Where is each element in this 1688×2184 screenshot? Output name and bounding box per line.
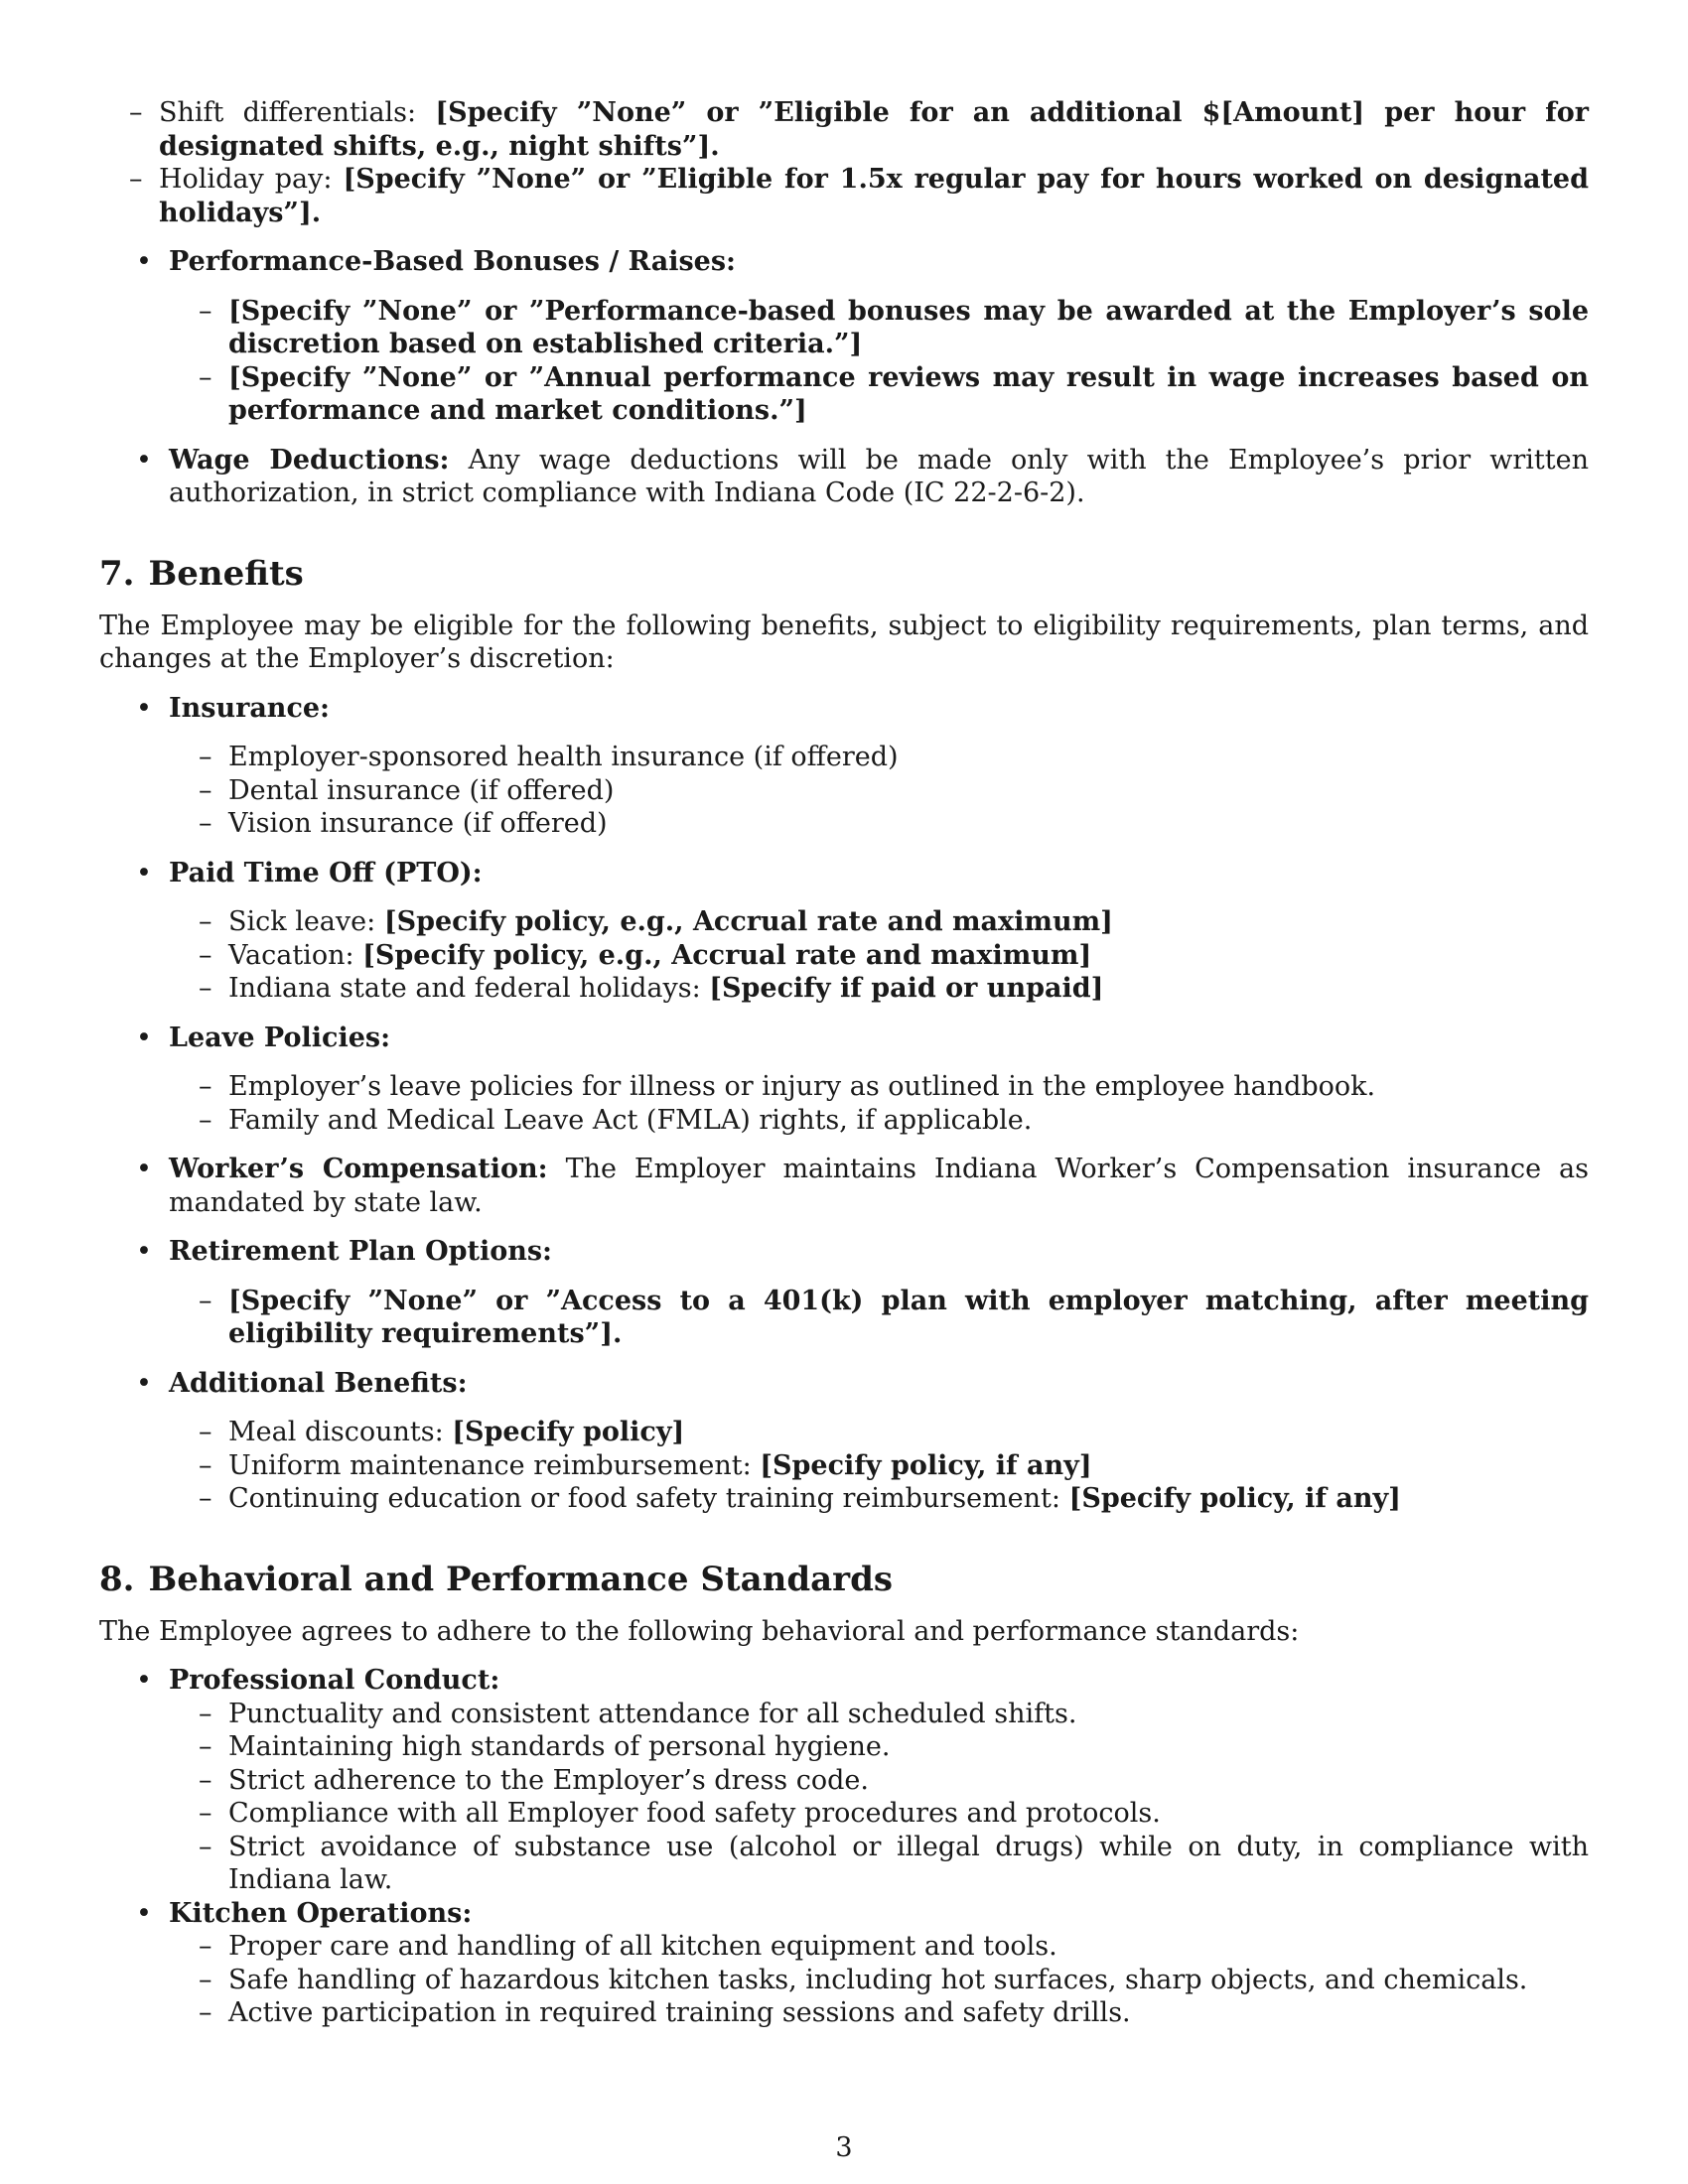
item-title: Leave Policies: [169,1022,391,1053]
item-title: Insurance: [169,692,331,724]
page-content [99,96,1589,2046]
wage-sub-list [99,96,1589,229]
list-item: – Strict avoidance of substance use (alcohol or illegal drugs) while on duty, in compliance with Indiana law. [169,1831,1589,1897]
item-label: Indiana state and federal holidays: [228,973,701,1004]
section-7-heading [99,554,1589,594]
section-title: Benefits [148,553,304,594]
list-item [169,295,1589,361]
item-label: Uniform maintenance reimbursement: [228,1449,752,1481]
item-value: [Specify policy] [452,1417,685,1447]
item-title: Performance-Based Bonuses / Raises: [169,246,737,277]
list-item-leave [99,1022,1589,1138]
item-value: [Specify policy, e.g., Accrual rate and maximum] [362,939,1092,971]
retirement-sub-list [169,1285,1589,1351]
item-label: Sick leave: [228,906,376,937]
item-text: Any wage deductions will be made only with the Employee’s prior written authorization, in strict compliance with Indiana Code (IC 22-2-6-2). [169,444,1589,508]
item-title: Wage Deductions: [169,444,450,476]
page-number: 3 [835,2132,853,2163]
item-title: Retirement Plan Options: [169,1236,553,1267]
item-label: Vacation: [228,939,354,971]
list-item [169,361,1589,428]
list-item [169,1449,1589,1483]
list-item: – Maintaining high standards of personal hygiene. [169,1730,1589,1764]
kitchen-sub-list [169,1930,1589,2030]
item-value: [Specify policy, e.g., Accrual rate and maximum] [383,906,1113,937]
item-value: [Specify policy, if any] [1068,1483,1401,1514]
list-item [169,905,1589,939]
list-item [169,972,1589,1006]
perf-bonus-sub-list [169,295,1589,428]
list-item [169,1416,1589,1449]
list-item-perf-bonuses [99,245,1589,428]
item-value: [Specify policy, if any] [760,1449,1092,1481]
section-8-heading [99,1560,1589,1599]
compensation-list [99,245,1589,510]
additional-sub-list [169,1416,1589,1516]
list-item: – Compliance with all Employer food safety procedures and protocols. [169,1797,1589,1831]
list-item-insurance [99,692,1589,841]
item-title: Worker’s Compensation: [169,1154,548,1184]
list-item-kitchen [99,1897,1589,2030]
section-7-intro: The Employee may be eligible for the following benefits, subject to eligibility requirements, plan terms, and changes at the Employer’s discretion: [99,610,1589,674]
leave-sub-list [169,1070,1589,1137]
list-item: – Safe handling of hazardous kitchen tasks, including hot surfaces, sharp objects, and chemicals. [169,1964,1589,1997]
list-item [169,939,1589,973]
list-item: – Employer-sponsored health insurance (if offered) [169,741,1589,774]
item-label: Shift differentials: [159,97,417,128]
section-number: 8. [99,1559,135,1599]
list-item: – Family and Medical Leave Act (FMLA) rights, if applicable. [169,1104,1589,1138]
list-item: – Punctuality and consistent attendance for all scheduled shifts. [169,1698,1589,1731]
benefits-list [99,692,1589,1516]
list-item-additional [99,1367,1589,1516]
list-item: – Active participation in required training sessions and safety drills. [169,1996,1589,2030]
item-label: Continuing education or food safety training reimbursement: [228,1483,1060,1514]
list-item: – Vision insurance (if offered) [169,807,1589,841]
list-item: – Employer’s leave policies for illness or injury as outlined in the employee handbook. [169,1070,1589,1104]
list-item: – Strict adherence to the Employer’s dress code. [169,1764,1589,1798]
section-number: 7. [99,553,135,594]
list-item [99,96,1589,163]
list-item-retirement [99,1235,1589,1351]
pto-sub-list [169,905,1589,1006]
item-value: [Specify if paid or unpaid] [709,973,1104,1004]
section-8-intro: The Employee agrees to adhere to the following behavioral and performance standards: [99,1615,1300,1647]
item-label: Meal discounts: [228,1417,444,1447]
item-value: [Specify ”None” or ”Performance-based bonuses may be awarded at the Employer’s sole discretion based on established criteria.”] [228,295,1589,359]
list-item [169,1482,1589,1516]
item-value: [Specify ”None” or ”Eligible for an additional $[Amount] per hour for designated shifts, e.g., night shifts”]. [159,97,1589,162]
standards-list [99,1664,1589,2030]
list-item [169,1285,1589,1351]
item-title: Professional Conduct: [169,1665,500,1696]
item-value: [Specify ”None” or ”Eligible for 1.5x regular pay for hours worked on designated holidays”]. [159,164,1589,228]
item-label: Holiday pay: [159,164,333,195]
list-item: – Proper care and handling of all kitchen equipment and tools. [169,1930,1589,1964]
insurance-sub-list [169,741,1589,841]
item-title: Paid Time Off (PTO): [169,857,483,888]
list-item-pto [99,857,1589,1006]
section-title: Behavioral and Performance Standards [148,1559,893,1599]
list-item [99,163,1589,229]
item-text: The Employer maintains Indiana Worker’s Compensation insurance as mandated by state law. [169,1154,1589,1218]
conduct-sub-list [169,1698,1589,1897]
list-item-wage-deductions [99,444,1589,510]
item-value: [Specify ”None” or ”Access to a 401(k) plan with employer matching, after meeting eligibility requirements”]. [228,1285,1589,1349]
list-item-workers-comp [99,1153,1589,1219]
item-value: [Specify ”None” or ”Annual performance reviews may result in wage increases based on performance and market conditions.”] [228,361,1589,426]
list-item: – Dental insurance (if offered) [169,774,1589,808]
item-title: Kitchen Operations: [169,1897,473,1929]
list-item-conduct [99,1664,1589,1897]
item-title: Additional Benefits: [169,1367,468,1399]
